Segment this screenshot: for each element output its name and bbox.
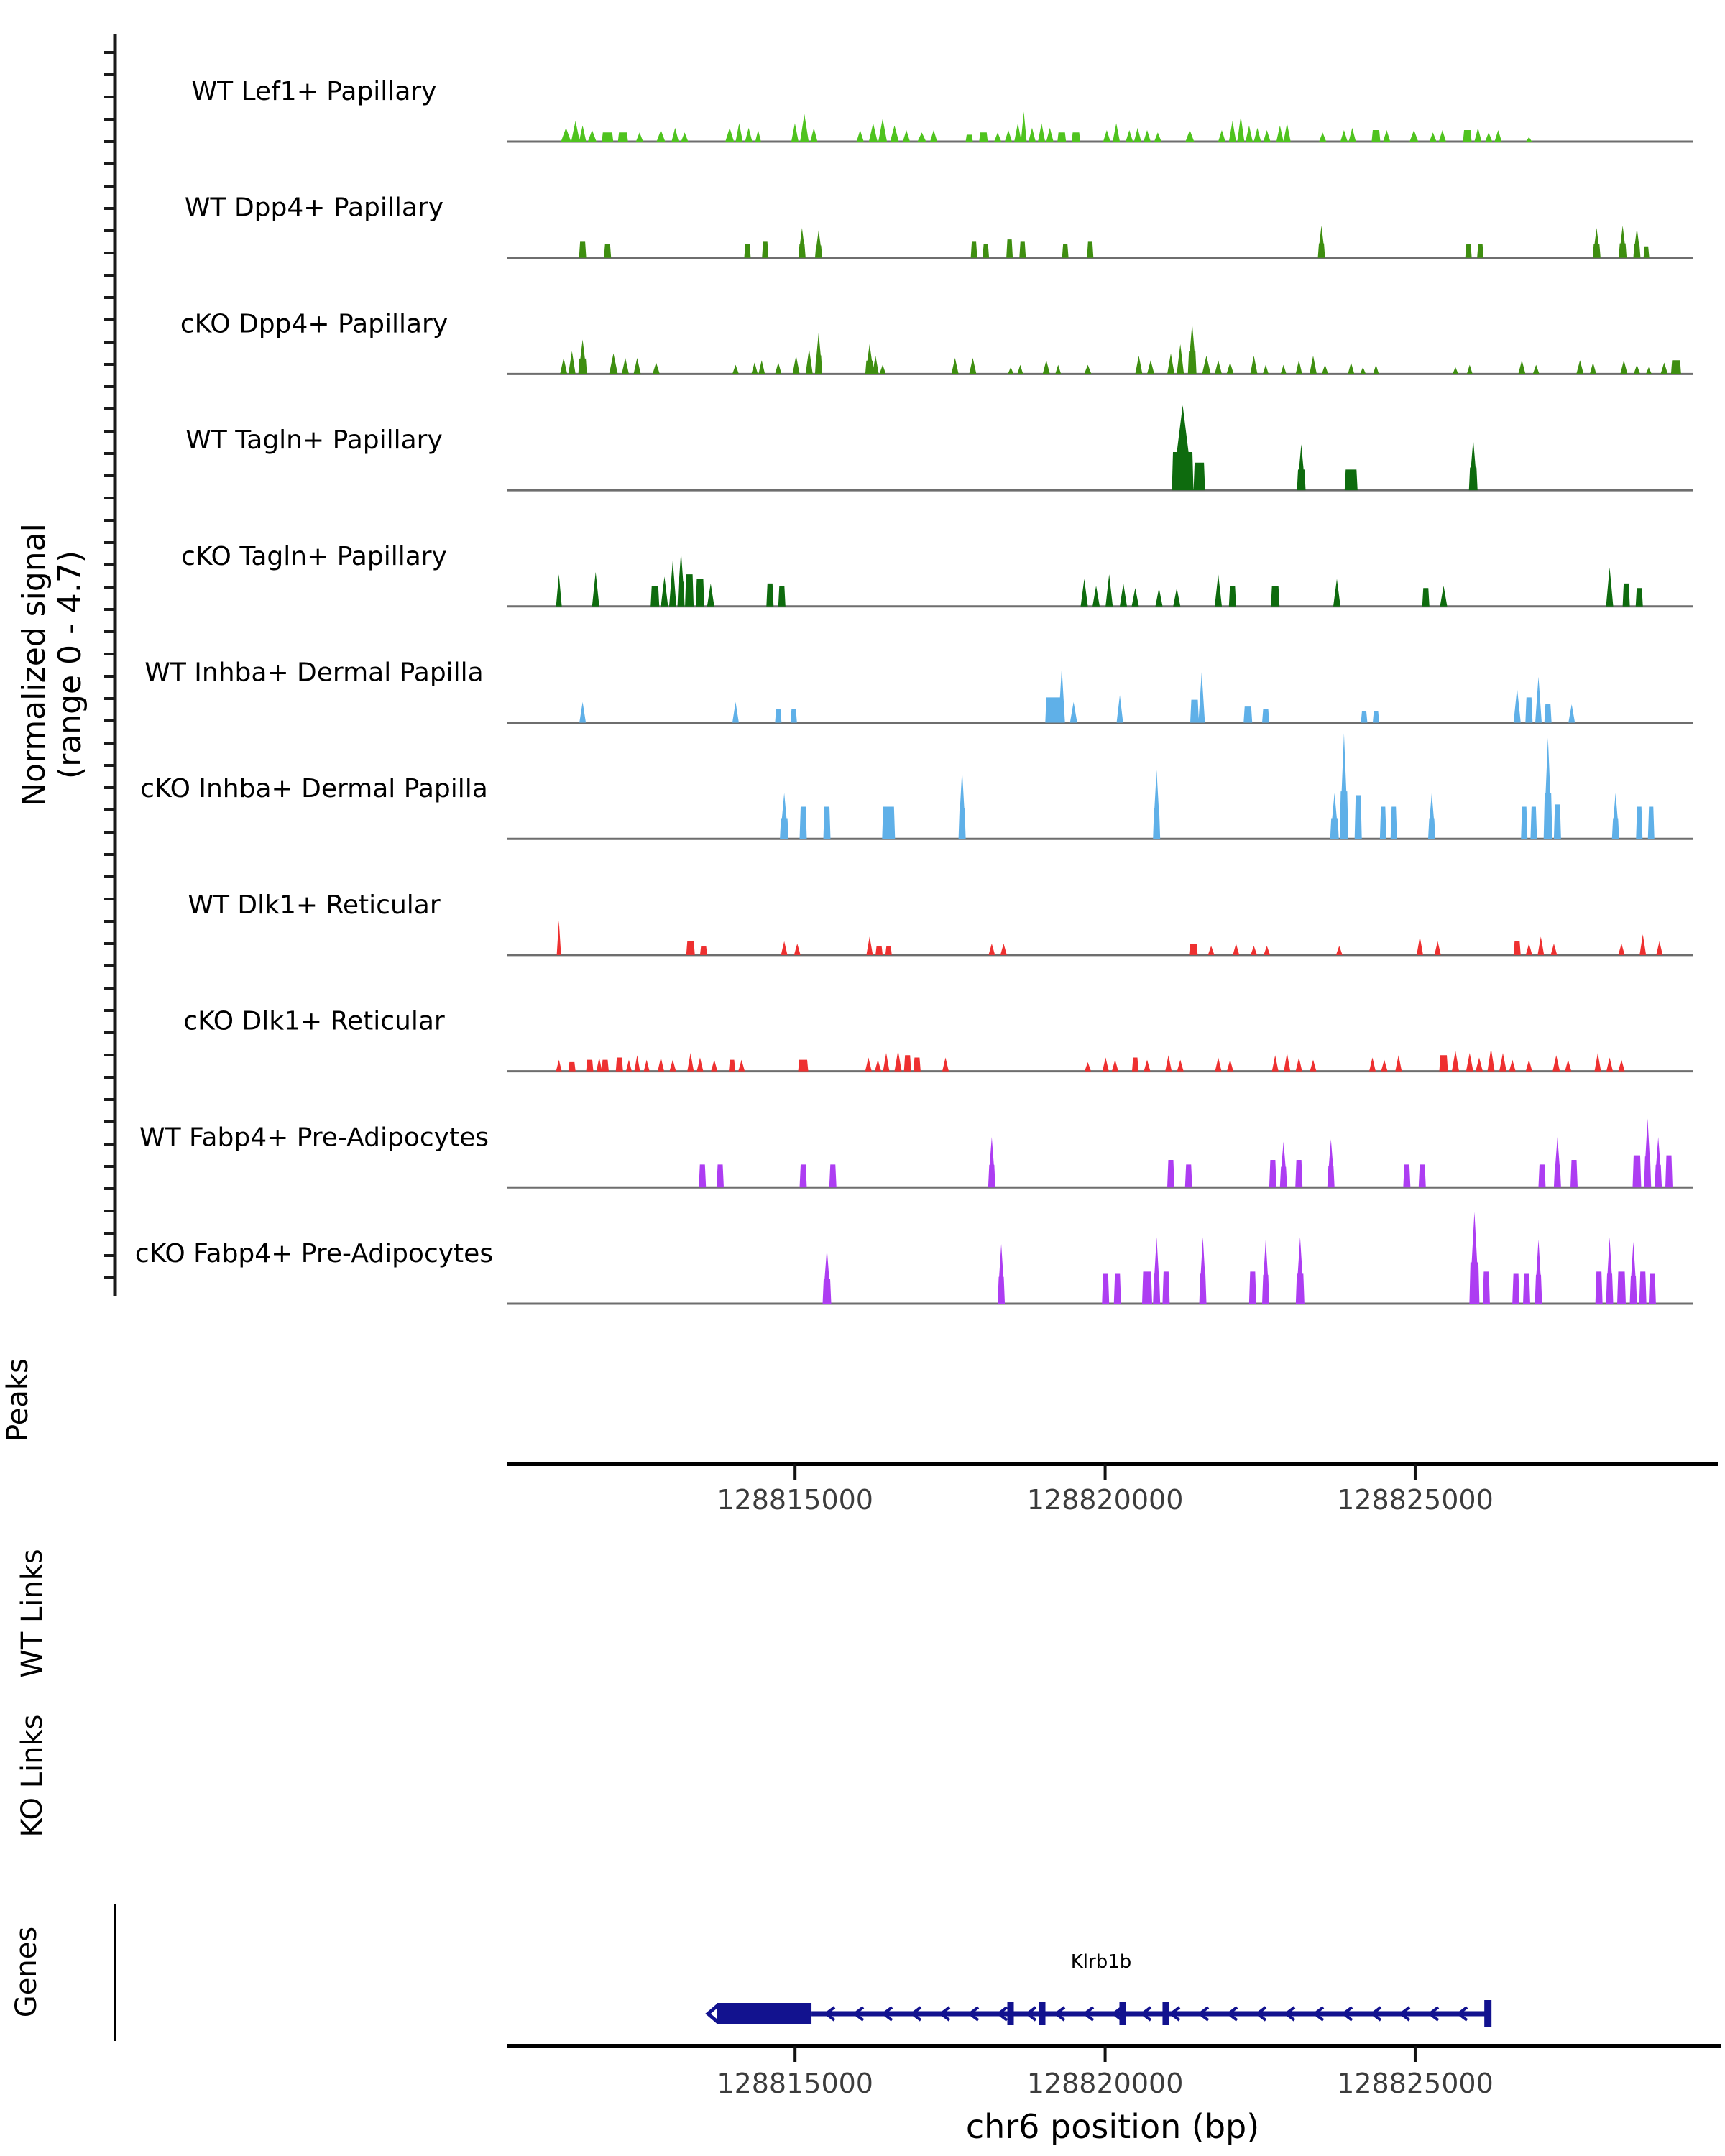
track-signal: [699, 1119, 1673, 1188]
track-label: cKO Dlk1+ Reticular: [183, 1006, 445, 1036]
track-label: cKO Inhba+ Dermal Papilla: [140, 774, 488, 804]
track-signal: [579, 226, 1650, 258]
track-label: WT Fabp4+ Pre-Adipocytes: [139, 1123, 489, 1153]
track-label: WT Lef1+ Papillary: [191, 77, 437, 106]
y-axis-label-line1: Normalized signal: [16, 523, 52, 806]
track-signal: [561, 112, 1532, 142]
section-label-peaks: Peaks: [1, 1358, 34, 1442]
track-label: WT Inhba+ Dermal Papilla: [144, 658, 484, 688]
gene-name-label: Klrb1b: [1070, 1951, 1132, 1973]
track-wt-dlk1-reticular: [188, 890, 1693, 955]
track-signal: [556, 1049, 1625, 1072]
axis-tick-label: 128820000: [1026, 2068, 1184, 2099]
track-wt-tagln-papillary: [185, 405, 1693, 490]
track-cko-tagln-papillary: [181, 542, 1693, 607]
signal-tracks: [135, 77, 1693, 1304]
track-wt-fabp4-pre-adipocytes: [139, 1119, 1693, 1188]
axis-tick-label: 128820000: [1026, 1484, 1184, 1516]
gene-exon-mark: [1008, 2002, 1014, 2025]
section-label-wt-links: WT Links: [16, 1549, 49, 1678]
section-label-ko-links: KO Links: [16, 1714, 49, 1838]
track-label: cKO Fabp4+ Pre-Adipocytes: [134, 1239, 494, 1268]
track-signal: [579, 668, 1575, 723]
gene-model-klrb1b: [708, 2000, 1491, 2027]
peaks-position-axis: [507, 1464, 1718, 1516]
section-label-genes: Genes: [10, 1926, 43, 2018]
track-wt-inhba-dermal-papilla: [144, 658, 1693, 723]
axis-tick-label: 128825000: [1337, 2068, 1494, 2099]
gene-exon-mark: [1119, 2002, 1126, 2025]
x-axis-label: chr6 position (bp): [965, 2107, 1260, 2146]
track-signal: [780, 733, 1655, 839]
gene-exon-mark: [1039, 2002, 1046, 2025]
track-wt-lef1-papillary: [192, 77, 1693, 142]
track-label: WT Dlk1+ Reticular: [188, 890, 441, 920]
axis-tick-label: 128815000: [717, 1484, 873, 1516]
gene-terminal-exon-mark: [1484, 2000, 1491, 2027]
bottom-position-axis: [507, 2046, 1721, 2099]
track-signal: [556, 551, 1643, 607]
track-label: WT Dpp4+ Papillary: [184, 193, 444, 223]
track-wt-dpp4-papillary: [185, 193, 1693, 258]
gene-exon-box: [717, 2003, 811, 2024]
track-cko-dlk1-reticular: [183, 1007, 1693, 1072]
track-cko-fabp4-pre-adipocytes: [135, 1212, 1693, 1304]
track-label: WT Tagln+ Papillary: [185, 425, 443, 456]
track-signal: [560, 323, 1681, 374]
normalized-signal-axis: [104, 34, 115, 1296]
track-signal: [823, 1212, 1656, 1304]
gene-left-tip-arrow-icon: [708, 2005, 718, 2022]
track-signal: [1172, 405, 1478, 490]
axis-tick-label: 128825000: [1337, 1484, 1494, 1516]
track-label: cKO Tagln+ Papillary: [181, 541, 447, 571]
track-signal: [557, 921, 1663, 955]
track-label: cKO Dpp4+ Papillary: [180, 309, 448, 339]
axis-tick-label: 128815000: [717, 2068, 873, 2099]
gene-exon-mark: [1162, 2002, 1169, 2025]
y-axis-label-line2: (range 0 - 4.7): [52, 550, 88, 780]
track-cko-dpp4-papillary: [180, 309, 1693, 374]
track-cko-inhba-dermal-papilla: [140, 733, 1693, 839]
